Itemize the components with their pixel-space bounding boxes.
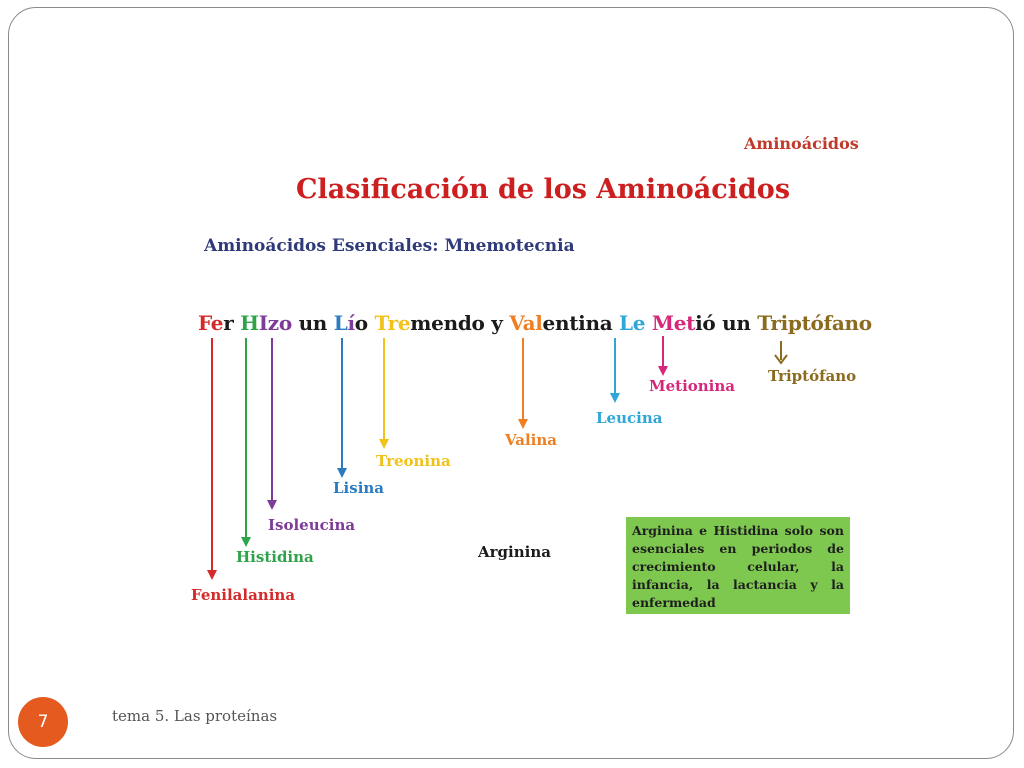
label-leucina: Leucina — [596, 409, 663, 427]
note-text: Arginina e Histidina solo son esenciales en periodos de crecimiento celular, la infancia, la lactancia y la enfermedad — [632, 523, 844, 610]
mnemonic-segment: r — [223, 311, 241, 335]
mnemonic-segment: Val — [509, 311, 543, 335]
mnemonic-segment: un — [291, 311, 334, 335]
mnemonic-segment: mendo y — [410, 311, 510, 335]
footer-text: tema 5. Las proteínas — [112, 707, 278, 725]
mnemonic-segment: ió un — [695, 311, 758, 335]
label-triptofano: Triptófano — [768, 367, 857, 385]
label-arginina: Arginina — [478, 543, 551, 561]
label-treonina: Treonina — [376, 452, 451, 470]
slide-title: Clasificación de los Aminoácidos — [296, 174, 791, 205]
mnemonic-segment: Triptófano — [757, 311, 872, 335]
arrowhead-treonina — [379, 439, 389, 449]
mnemonic-segment: entina — [542, 311, 620, 335]
arrowhead-fenilalanina — [207, 570, 217, 580]
label-fenilalanina: Fenilalanina — [191, 586, 296, 604]
mnemonic-segment: Met — [651, 311, 696, 335]
mnemonic-segment: í — [347, 311, 355, 335]
arrowhead-isoleucina — [267, 500, 277, 510]
mnemonic-segment: Le — [619, 311, 646, 335]
arrowhead-lisina — [337, 468, 347, 478]
arrowhead-leucina — [610, 393, 620, 403]
label-histidina: Histidina — [236, 548, 314, 566]
label-lisina: Lisina — [333, 479, 385, 497]
arrowhead-valina — [518, 419, 528, 429]
mnemonic-segment: Tre — [374, 311, 411, 335]
mnemonic-segment: o — [354, 311, 375, 335]
mnemonic-segment: L — [333, 311, 348, 335]
label-isoleucina: Isoleucina — [268, 516, 356, 534]
label-valina: Valina — [505, 431, 558, 449]
mnemonic-segment: Izo — [258, 311, 292, 335]
arrowhead-metionina — [658, 366, 668, 376]
corner-label: Aminoácidos — [744, 134, 859, 153]
page-number: 7 — [37, 712, 49, 732]
page-number-badge — [18, 697, 68, 747]
mnemonic-segment: Fe — [198, 311, 224, 335]
arrowhead-histidina — [241, 537, 251, 547]
slide-subtitle: Aminoácidos Esenciales: Mnemotecnia — [204, 236, 575, 256]
label-metionina: Metionina — [649, 377, 736, 395]
mnemonic-segment: H — [240, 311, 259, 335]
note-box — [626, 517, 850, 614]
